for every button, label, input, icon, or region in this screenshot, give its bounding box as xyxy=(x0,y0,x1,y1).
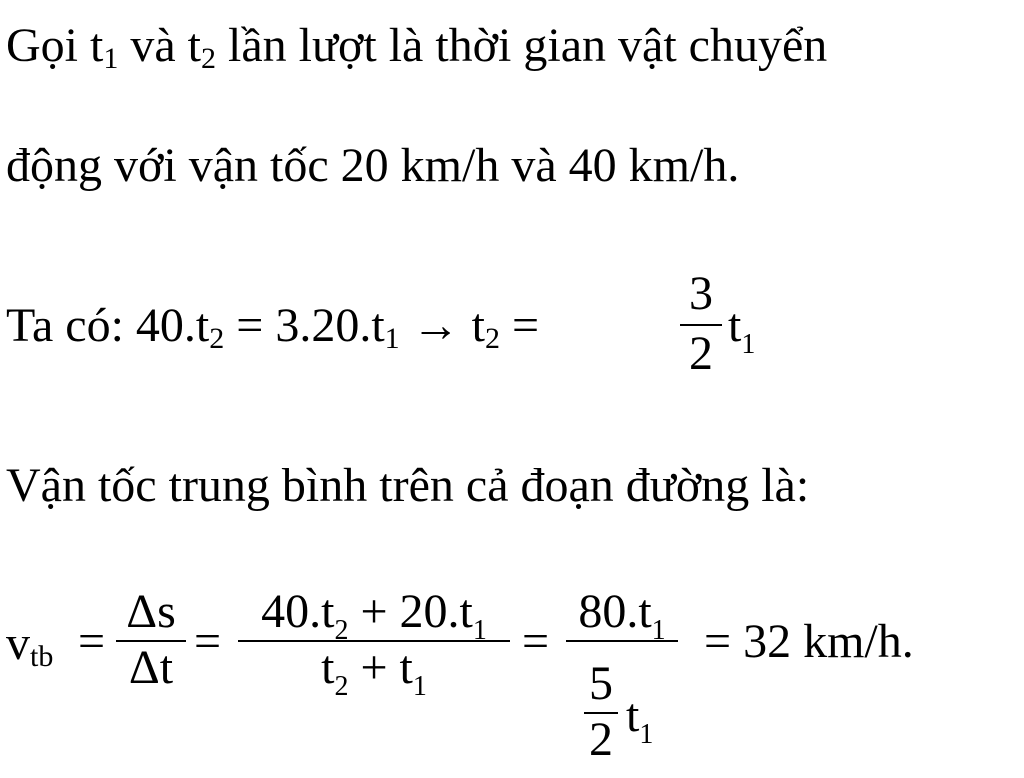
fraction4-numerator: 5 xyxy=(589,657,613,710)
fraction2-num-sub-b: 1 xyxy=(472,615,487,646)
fraction3-den-sub: 1 xyxy=(639,719,654,750)
line3-after-fraction xyxy=(728,299,756,360)
fraction1-denominator: Δt xyxy=(128,641,174,694)
text-line-3 xyxy=(6,299,540,355)
line1-text-a: Gọi t xyxy=(6,19,104,72)
fraction2-denominator xyxy=(238,641,510,702)
line2-text: động với vận tốc 20 km/h và 40 km/h. xyxy=(6,139,740,192)
line3-text-d: = xyxy=(500,299,540,352)
text-line-4 xyxy=(6,459,810,512)
formula-equals-3: = xyxy=(522,615,550,668)
text-line-2 xyxy=(6,139,740,192)
fraction-eighty-t1 xyxy=(566,585,678,646)
fraction4-denominator: 2 xyxy=(589,713,613,766)
formula-equals-1: = xyxy=(78,615,106,668)
fraction-numerator: 3 xyxy=(689,267,713,320)
fraction3-num-sub: 1 xyxy=(651,615,666,646)
line1-text-b: và t xyxy=(118,19,201,72)
text-line-1 xyxy=(6,19,828,75)
formula-lhs-sub: tb xyxy=(30,640,54,673)
line1-sub-2: 2 xyxy=(200,42,216,75)
fraction-five-halves xyxy=(584,657,618,766)
formula-result: = 32 km/h. xyxy=(704,615,914,668)
line3-after-sub: 1 xyxy=(741,329,756,360)
fraction-speed-sum xyxy=(238,585,510,702)
fraction3-num-a: 80.t xyxy=(578,585,652,638)
fraction2-den-sub-b: 1 xyxy=(412,671,427,702)
line3-sub-a: 2 xyxy=(209,322,225,355)
fraction1-numerator: Δs xyxy=(126,585,176,638)
fraction-denominator: 2 xyxy=(689,327,713,380)
fraction2-num-b: + 20.t xyxy=(348,585,473,638)
fraction3-denominator-t xyxy=(626,689,654,750)
line3-text-b: = 3.20.t xyxy=(224,299,385,352)
fraction2-numerator xyxy=(238,585,510,646)
fraction2-den-a: t xyxy=(321,641,335,694)
fraction-delta-s-over-delta-t xyxy=(116,585,186,694)
formula-lhs-v: v xyxy=(6,617,30,670)
fraction3-numerator xyxy=(566,585,678,646)
fraction-three-halves xyxy=(680,267,722,380)
fraction2-den-b: + t xyxy=(348,641,413,694)
fraction2-num-a: 40.t xyxy=(261,585,335,638)
line3-sub-b: 1 xyxy=(384,322,400,355)
line3-after-t: t xyxy=(728,299,742,352)
line1-text-c: lần lượt là thời gian vật chuyển xyxy=(215,19,828,72)
fraction2-num-sub-a: 2 xyxy=(334,615,349,646)
formula-lhs xyxy=(6,617,54,673)
line4-text: Vận tốc trung bình trên cả đoạn đường là: xyxy=(6,459,810,512)
fraction2-den-sub-a: 2 xyxy=(334,671,349,702)
formula-equals-2: = xyxy=(194,615,222,668)
line1-sub-1: 1 xyxy=(103,42,119,75)
line3-sub-c: 2 xyxy=(485,322,500,355)
line3-text-a: Ta có: 40.t xyxy=(6,299,210,352)
fraction3-den-t: t xyxy=(626,689,640,742)
line3-text-c: → t xyxy=(399,299,485,352)
